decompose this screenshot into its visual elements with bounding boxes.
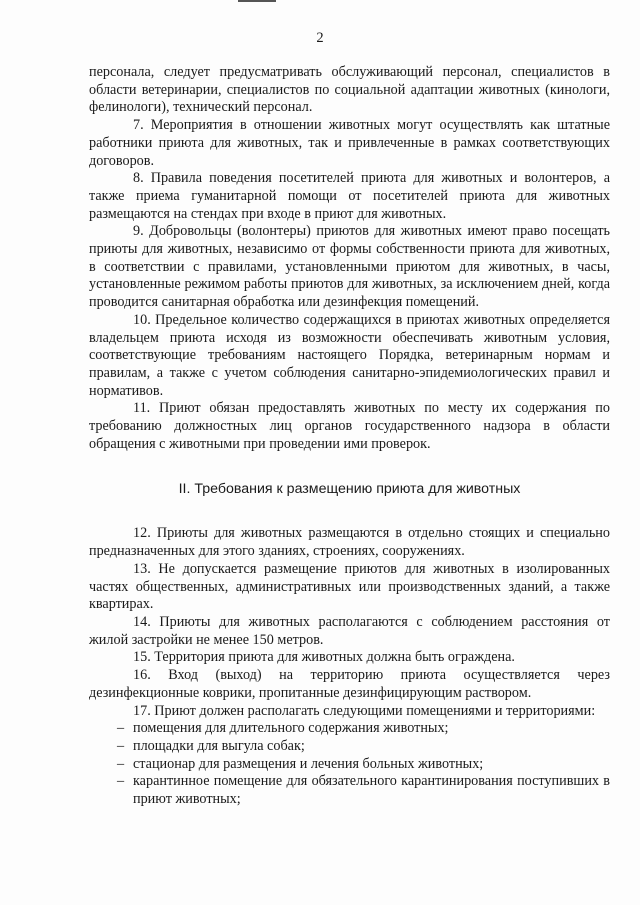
paragraph: 16. Вход (выход) на территорию приюта осуществляется через дезинфекционные коврики, пропитанные дезинфицирующим раствором. [89, 667, 610, 701]
paragraph: 17. Приют должен располагать следующими помещениями и территориями: [133, 702, 596, 719]
paragraph: 9. Добровольцы (волонтеры) приютов для животных имеют право посещать приюты для животных, независимо от формы собственности приюта для животных, в соответствии с правилами, установленными приютом для животных, в часы, установленные режимом работы приютов для животных, за исключением дней, когда проводится санитарная обработка или дезинфекция помещений. [89, 223, 610, 311]
paragraph: 11. Приют обязан предоставлять животных по месту их содержания по требованию должностных лиц органов государственного надзора в области обращения с животными при проведении ими проверок. [89, 400, 610, 452]
scan-mark [238, 0, 276, 2]
paragraph: 7. Мероприятия в отношении животных могут осуществлять как штатные работники приюта для животных, так и привлеченные в рамках соответствующих договоров. [89, 117, 610, 169]
document-body [89, 64, 610, 809]
list-dash: – [117, 737, 125, 754]
list-dash: – [117, 773, 125, 790]
section-heading: II. Требования к размещению приюта для животных [178, 481, 521, 498]
page-number: 2 [316, 30, 324, 46]
paragraph: 10. Предельное количество содержащихся в приютах животных определяется владельцем приюта исходя из возможности обеспечивать животным условия, соответствующие требованиям настоящего Порядка, ветеринарным нормам и правилам, а также с учетом соблюдения санитарно-эпидемиологических правил и нормативов. [89, 311, 610, 399]
paragraph: 8. Правила поведения посетителей приюта для животных и волонтеров, а также приема гуманитарной помощи от посетителей приюта для животных размещаются на стендах при входе в приют для животных. [89, 170, 610, 222]
paragraph: 13. Не допускается размещение приютов для животных в изолированных частях общественных, административных или производственных зданий, а также квартирах. [89, 560, 610, 613]
list-item [89, 720, 610, 738]
list-item-text: стационар для размещения и лечения больных животных; [133, 755, 484, 772]
list-item-text: карантинное помещение для обязательного карантинирования поступивших в приют животных; [133, 773, 610, 808]
list-item [89, 756, 610, 774]
paragraph: 15. Территория приюта для животных должна быть ограждена. [133, 649, 515, 666]
paragraph: персонала, следует предусматривать обслуживающий персонал, специалистов в области ветеринарии, специалистов по социальной адаптации животных (кинологи, фелинологи), технический персонал. [89, 64, 610, 116]
list-item [89, 773, 610, 808]
list-dash: – [117, 720, 125, 737]
list-item-text: площадки для выгула собак; [133, 737, 305, 754]
list-item [89, 738, 610, 756]
list-dash: – [117, 755, 125, 772]
paragraph: 14. Приюты для животных располагаются с соблюдением расстояния от жилой застройки не менее 150 метров. [89, 613, 610, 648]
paragraph: 12. Приюты для животных размещаются в отдельно стоящих и специально предназначенных для этого зданиях, строениях, сооружениях. [89, 525, 610, 560]
list-item-text: помещения для длительного содержания животных; [133, 720, 449, 737]
